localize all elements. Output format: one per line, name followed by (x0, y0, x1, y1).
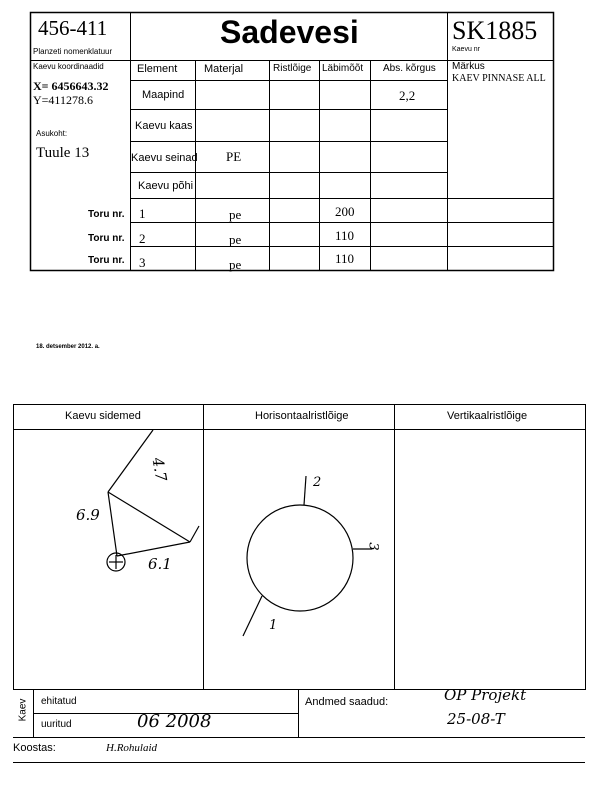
header-material: Materjal (204, 63, 244, 75)
header-cross-section: Ristlõige (273, 63, 312, 74)
sketch-label-6-1: 6.1 (148, 555, 172, 573)
pipe-diameter-3: 110 (335, 251, 355, 266)
pipe-label-3: Toru nr. (88, 255, 125, 266)
header-abs-height: Abs. kõrgus (383, 63, 436, 74)
pipe-material-1: pe (229, 207, 242, 222)
document-title: Sadevesi (220, 14, 359, 50)
author-value: H.Rohulaid (106, 742, 158, 754)
document-date: 18. detsember 2012. a. (36, 344, 100, 350)
remarks-label: Märkus (452, 61, 485, 72)
map-code: 456-411 (38, 16, 108, 40)
row-bottom: Kaevu põhi (138, 180, 194, 192)
diagram-col-horizontal: Horisontaalristlõige (255, 410, 349, 422)
map-code-label: Planzeti nomenklatuur (33, 47, 113, 56)
sketch-label-4-7: 4.7 (148, 456, 171, 483)
pipe-diameter-2: 110 (335, 228, 355, 243)
data-from-value-2: 25-08-T (447, 710, 505, 728)
pipe-mark-1: 1 (269, 618, 278, 633)
remarks-text: KAEV PINNASE ALL (452, 73, 546, 84)
author-label: Koostas: (13, 742, 56, 754)
well-id-label: Kaevu nr (452, 46, 481, 53)
sketch-label-6-9: 6.9 (76, 506, 100, 524)
pipe-nr-3: 3 (139, 255, 146, 270)
pipe-mark-3: 3 (365, 542, 381, 551)
row-walls-material: PE (226, 149, 242, 164)
inspected-value: 06 2008 (137, 711, 212, 732)
pipe-label-2: Toru nr. (88, 233, 125, 244)
row-lid: Kaevu kaas (135, 120, 193, 132)
well-id: SK1885 (452, 16, 538, 45)
data-from-value-1: OP Projekt (444, 686, 527, 704)
pipe-label-1: Toru nr. (88, 209, 125, 220)
pipe-nr-2: 2 (139, 231, 146, 246)
pipe-nr-1: 1 (139, 206, 146, 221)
data-from-label: Andmed saadud: (305, 696, 389, 708)
location-label: Asukoht: (36, 129, 68, 138)
diagram-col-connections: Kaevu sidemed (65, 410, 141, 422)
coords-label: Kaevu koordinaadid (33, 62, 104, 71)
diagram-col-vertical: Vertikaalristlõige (447, 410, 528, 422)
pipe-material-2: pe (229, 232, 242, 247)
location-value: Tuule 13 (36, 145, 90, 161)
header-diameter: Läbimõõt (322, 63, 364, 74)
coord-y: Y=411278.6 (33, 93, 93, 107)
side-label-well: Kaev (17, 698, 29, 722)
row-ground: Maapind (142, 89, 185, 101)
pipe-mark-2: 2 (313, 475, 322, 490)
pipe-diameter-1: 200 (335, 204, 355, 219)
inspected-label: uuritud (41, 719, 72, 730)
pipe-material-3: pe (229, 257, 242, 272)
row-walls: Kaevu seinad (131, 152, 198, 164)
coord-x: X= 6456643.32 (33, 79, 109, 93)
header-element: Element (137, 63, 178, 75)
built-label: ehitatud (41, 696, 77, 707)
row-ground-abs: 2,2 (399, 88, 416, 103)
